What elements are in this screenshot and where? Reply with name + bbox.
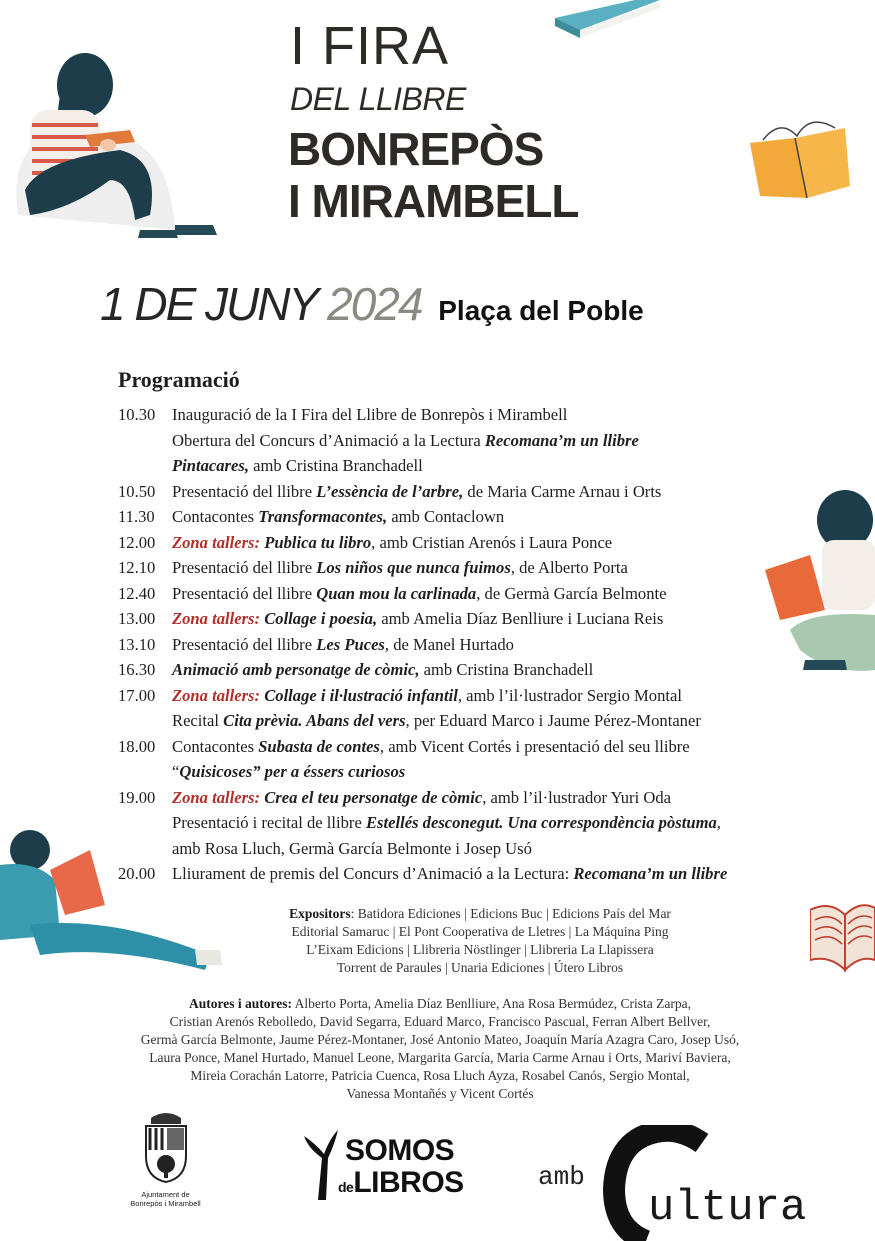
schedule-time: 13.10 (118, 634, 156, 654)
schedule-row (118, 810, 838, 836)
open-book-right-illustration (810, 900, 875, 975)
book-title: L’essència de l’arbre, (316, 481, 464, 501)
schedule-description (172, 861, 727, 887)
de-text: de (338, 1179, 354, 1195)
schedule-text: de Maria Carme Arnau i Orts (463, 481, 662, 501)
schedule-description (172, 632, 514, 658)
book-title: Estellés desconegut. Una correspondència pòstuma (365, 813, 717, 832)
schedule-row (118, 402, 838, 428)
schedule-row (118, 861, 838, 887)
title-line-3: BONREPÒS (288, 123, 544, 175)
date-day: 1 DE JUNY (100, 278, 317, 330)
book-title: Subasta de contes (258, 736, 380, 756)
schedule-description (172, 810, 721, 836)
somos-text: SOMOS (345, 1134, 455, 1167)
amb-text: amb (538, 1162, 585, 1192)
book-title: Publica tu libro (264, 532, 372, 552)
program-schedule (118, 402, 838, 887)
authors-line: Germà García Belmonte, Jaume Pérez-Montaner, José Antonio Mateo, Joaquín María Azagra Caro, Josep Usó, (140, 1032, 740, 1047)
schedule-text: Presentació i recital de llibre (172, 813, 366, 832)
schedule-row (118, 581, 838, 607)
book-title: Transformacontes, (258, 507, 388, 526)
schedule-description (172, 453, 423, 479)
schedule-time (118, 708, 172, 734)
exhibitors-line: : Batidora Ediciones | Edicions Buc | Edicions País del Mar (350, 906, 671, 921)
date-year: 2024 (327, 278, 422, 330)
schedule-time (118, 453, 172, 479)
libros-word: LIBROS (353, 1166, 464, 1199)
coat-of-arms-icon (136, 1110, 196, 1185)
authors-line: Cristian Arenós Rebolledo, David Segarra, Eduard Marco, Francisco Pascual, Ferran Albert Bellver, (169, 1014, 711, 1029)
schedule-text: Lliurament de premis del Concurs d’Animació a la Lectura: (172, 864, 574, 883)
workshop-zone-label: Zona tallers: (172, 685, 261, 705)
schedule-time (118, 428, 172, 454)
schedule-time: 11.30 (118, 507, 155, 526)
schedule-text: , de Manel Hurtado (384, 634, 514, 654)
exhibitors (200, 905, 760, 977)
schedule-description (172, 479, 661, 505)
schedule-text: amb Cristina Branchadell (248, 456, 423, 475)
book-title: Les Puces (316, 634, 385, 654)
book-top-illustration (555, 0, 665, 45)
schedule-description (172, 428, 639, 454)
workshop-zone-label: Zona tallers: (172, 532, 261, 552)
schedule-row (118, 479, 838, 505)
schedule-description (172, 530, 612, 556)
schedule-row (118, 504, 838, 530)
schedule-row (118, 708, 838, 734)
workshop-zone-label: Zona tallers: (172, 787, 261, 807)
schedule-description (172, 402, 567, 428)
program-title: Programació (118, 367, 240, 392)
schedule-description (172, 657, 593, 683)
schedule-text: Presentació del llibre (172, 558, 317, 577)
schedule-text: , de Germà García Belmonte (476, 583, 667, 603)
schedule-time: 20.00 (118, 864, 156, 883)
authors-line: Mireia Corachán Latorre, Patricia Cuenca, Rosa Lluch Ayza, Rosabel Canós, Sergio Montal, (190, 1068, 690, 1083)
exhibitors-line: Torrent de Paraules | Unaria Ediciones | Útero Libros (336, 960, 624, 975)
schedule-time (118, 759, 172, 785)
schedule-description (172, 606, 663, 632)
schedule-text: , per Eduard Marco i Jaume Pérez-Montaner (405, 711, 701, 730)
schedule-time: 12.10 (118, 558, 156, 577)
schedule-text: Presentació del llibre (172, 583, 317, 603)
schedule-text: amb Contaclown (387, 507, 505, 526)
schedule-description (172, 836, 532, 862)
schedule-text: Inauguració de la I Fira del Llibre de Bonrepòs i Mirambell (172, 405, 568, 424)
authors-line: Laura Ponce, Manel Hurtado, Manuel Leone, Margarita García, Maria Carme Arnau i Orts, Mariví Baviera, (149, 1050, 731, 1065)
open-book-orange-illustration (745, 118, 855, 203)
schedule-time: 10.50 (118, 481, 156, 501)
somos-de-libros-logo (298, 1128, 478, 1208)
schedule-description (172, 581, 667, 607)
book-title: Recomana’m un llibre (484, 430, 639, 450)
schedule-description (172, 734, 690, 760)
libros-text (338, 1168, 464, 1202)
authors-line: Alberto Porta, Amelia Díaz Benlliure, Ana Rosa Bermúdez, Crista Zarpa, (292, 996, 691, 1011)
schedule-time: 19.00 (118, 787, 156, 807)
exhibitors-line: Editorial Samaruc | El Pont Cooperativa de Lletres | La Máquina Ping (291, 924, 669, 939)
title-line-4: I MIRAMBELL (288, 175, 579, 227)
schedule-time (118, 836, 172, 862)
book-title: Cita prèvia. Abans del vers (223, 711, 406, 730)
title-line-2: DEL LLIBRE (290, 81, 466, 117)
ajuntament-text: Ajuntament de (141, 1190, 190, 1199)
book-title: Los niños que nunca fuimos (316, 558, 511, 577)
exhibitors-label: Expositors (289, 906, 351, 921)
book-title: Collage i il·lustració infantil (264, 685, 458, 705)
schedule-text: , amb l’il·lustrador Sergio Montal (457, 685, 682, 705)
schedule-row (118, 632, 838, 658)
schedule-text: amb Amelia Díaz Benlliure i Luciana Reis (377, 609, 664, 628)
schedule-text: Recital (172, 711, 224, 730)
schedule-time (118, 810, 172, 836)
schedule-time: 12.00 (118, 532, 156, 552)
schedule-time: 10.30 (118, 405, 156, 424)
book-title: Quan mou la carlinada (316, 583, 477, 603)
schedule-row (118, 759, 838, 785)
workshop-zone-label: Zona tallers: (172, 609, 261, 628)
schedule-description (172, 708, 701, 734)
schedule-text: Presentació del llibre (172, 481, 317, 501)
schedule-time: 13.00 (118, 609, 156, 628)
schedule-time: 12.40 (118, 583, 156, 603)
book-title: Recomana’m un llibre (573, 864, 728, 883)
schedule-text: Contacontes (172, 736, 259, 756)
schedule-description (172, 683, 682, 709)
cultura-text: ultura (648, 1183, 807, 1233)
schedule-text: , amb Vicent Cortés i presentació del seu llibre (379, 736, 690, 756)
book-title: Animació amb personatge de còmic, (172, 660, 420, 679)
schedule-text: , amb Cristian Arenós i Laura Ponce (371, 532, 613, 552)
schedule-row (118, 555, 838, 581)
title-line-1: I FIRA (290, 16, 450, 76)
schedule-row (118, 606, 838, 632)
schedule-row (118, 530, 838, 556)
schedule-row (118, 428, 838, 454)
schedule-text: Obertura del Concurs d’Animació a la Lectura (172, 430, 485, 450)
schedule-description (172, 785, 671, 811)
ajuntament-text: Bonrepòs i Mirambell (130, 1199, 201, 1208)
reading-woman-illustration (0, 40, 230, 250)
schedule-time: 17.00 (118, 685, 156, 705)
schedule-text: “ (172, 762, 180, 781)
book-title: Quisicoses” per a éssers curiosos (179, 762, 406, 781)
schedule-description (172, 504, 504, 530)
schedule-description (172, 759, 405, 785)
authors-label: Autores i autores: (189, 996, 293, 1011)
authors-line: Vanessa Montañés y Vicent Cortés (346, 1086, 534, 1101)
schedule-time: 16.30 (118, 660, 156, 679)
schedule-text: amb Rosa Lluch, Germà García Belmonte i Josep Usó (172, 838, 532, 858)
schedule-text: amb Cristina Branchadell (419, 660, 594, 679)
schedule-row (118, 453, 838, 479)
schedule-time: 18.00 (118, 736, 156, 756)
event-place: Plaça del Poble (438, 295, 644, 326)
schedule-text: , (716, 813, 721, 832)
schedule-row (118, 836, 838, 862)
schedule-text: Presentació del llibre (172, 634, 317, 654)
schedule-text: , amb l’il·lustrador Yuri Oda (482, 787, 671, 807)
book-title: Pintacares, (172, 456, 249, 475)
schedule-text: , de Alberto Porta (510, 558, 628, 577)
schedule-row (118, 657, 838, 683)
book-title: Crea el teu personatge de còmic (264, 787, 483, 807)
schedule-row (118, 683, 838, 709)
authors (60, 995, 820, 1103)
event-date (100, 278, 644, 337)
schedule-row (118, 734, 838, 760)
exhibitors-line: L’Eixam Edicions | Llibreria Nöstlinger | Llibreria La Llapissera (306, 942, 654, 957)
schedule-text: Contacontes (172, 507, 259, 526)
book-title: Collage i poesia, (264, 609, 378, 628)
schedule-description (172, 555, 628, 581)
schedule-row (118, 785, 838, 811)
ajuntament-logo (118, 1110, 213, 1208)
